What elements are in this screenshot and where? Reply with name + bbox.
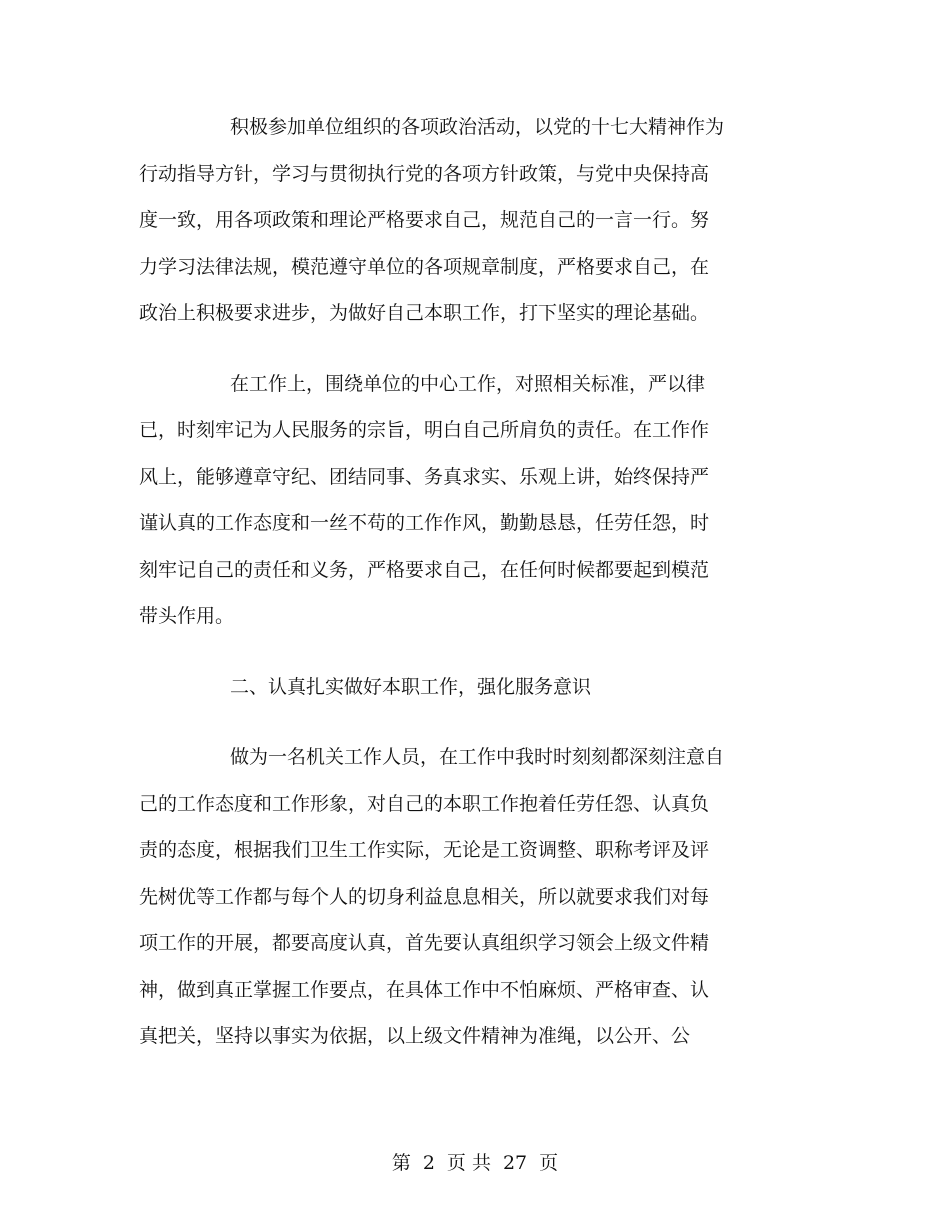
section-heading-text: 二、认真扎实做好本职工作，强化服务意识 (230, 675, 592, 698)
text-line: 行动指导方针，学习与贯彻执行党的各项方针政策，与党中央保持高 (139, 162, 710, 185)
text-line: 政治上积极要求进步，为做好自己本职工作，打下坚实的理论基础。 (139, 302, 710, 324)
text-line: 谨认真的工作态度和一丝不苟的工作作风，勤勤恳恳，任劳任怨，时 (139, 512, 710, 534)
text-line: 风上，能够遵章守纪、团结同事、务真求实、乐观上讲，始终保持严 (139, 465, 710, 488)
paragraph-job-duties (139, 734, 764, 1060)
text-line: 已，时刻牢记为人民服务的宗旨，明白自己所肩负的责任。在工作作 (139, 419, 710, 441)
page-current-number: 2 (422, 1152, 435, 1174)
text-line: 刻牢记自己的责任和义务，严格要求自己，在任何时候都要起到模范 (139, 558, 710, 581)
text-line: 己的工作态度和工作形象，对自己的本职工作抱着任劳任怨、认真负 (139, 792, 710, 815)
text-line: 责的态度，根据我们卫生工作实际，无论是工资调整、职称考评及评 (139, 839, 710, 861)
text-line: 真把关，坚持以事实为依据，以上级文件精神为准绳，以公开、公 (139, 1025, 691, 1047)
text-line: 带头作用。 (139, 605, 235, 627)
text-line: 积极参加单位组织的各项政治活动，以党的十七大精神作为 (230, 116, 725, 138)
text-line: 先树优等工作都与每个人的切身利益息息相关，所以就要求我们对每 (139, 885, 710, 908)
text-line: 做为一名机关工作人员，在工作中我时时刻刻都深刻注意自 (230, 746, 725, 768)
page-prefix: 第 (391, 1152, 411, 1174)
text-line: 度一致，用各项政策和理论严格要求自己，规范自己的一言一行。努 (139, 209, 710, 231)
text-line: 在工作上，围绕单位的中心工作，对照相关标准，严以律 (230, 372, 706, 395)
page-total-number: 27 (502, 1152, 528, 1174)
paragraph-gap (139, 337, 764, 361)
page-mid-text: 页 共 (446, 1152, 491, 1174)
text-line: 神，做到真正掌握工作要点，在具体工作中不怕麻烦、严格审查、认 (139, 978, 710, 1001)
paragraph-gap (139, 640, 764, 664)
page-suffix: 页 (539, 1152, 559, 1174)
section-heading (139, 664, 764, 711)
document-body (139, 104, 764, 1060)
paragraph-political-study (139, 104, 764, 337)
paragraph-work-style (139, 361, 764, 640)
text-line: 力学习法律法规，模范遵守单位的各项规章制度，严格要求自己，在 (139, 255, 710, 278)
text-line: 项工作的开展，都要高度认真，首先要认真组织学习领会上级文件精 (139, 932, 710, 954)
page-footer (0, 1145, 950, 1181)
paragraph-gap (139, 710, 764, 734)
